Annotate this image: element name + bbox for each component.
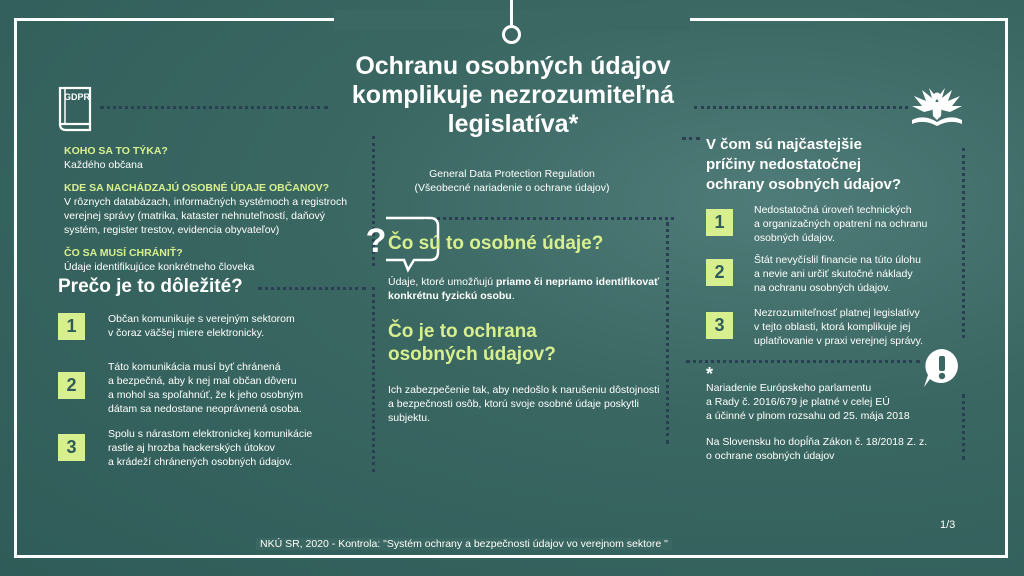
personal-data-text-bold-2: konkrétnu fyzickú osobu xyxy=(388,290,512,302)
cause-item-2-line-3: na ochranu osobných údajov. xyxy=(754,282,891,294)
cause-item-2-line-1: Štát nevyčíslil financie na túto úlohu xyxy=(754,254,921,266)
why-item-1-line-1: Občan komunikuje s verejným sektorom xyxy=(108,313,295,325)
legislation-note xyxy=(706,381,956,463)
question-where: KDE SA NACHÁDZAJÚ OSOBNÉ ÚDAJE OBČANOV? xyxy=(64,182,330,194)
note-line-5: o ochrane osobných údajov xyxy=(706,450,835,462)
why-heading: Prečo je to dôležité? xyxy=(58,276,243,297)
cause-number-1: 1 xyxy=(706,209,733,236)
why-item-3-line-1: Spolu s nárastom elektronickej komunikácie xyxy=(108,428,313,440)
title-line-2: komplikuje nezrozumiteľná xyxy=(351,81,675,109)
pin-dot xyxy=(502,25,521,44)
cause-item-2-line-2: a nevie ani určiť skutočné náklady xyxy=(754,268,913,280)
protection-text xyxy=(388,383,673,425)
dotted-line-top-left xyxy=(100,106,328,109)
gdpr-description xyxy=(392,167,632,195)
causes-heading-line-3: ochrany osobných údajov? xyxy=(706,176,902,193)
eagle-emblem-icon xyxy=(908,84,966,130)
personal-data-text-end: . xyxy=(511,290,515,302)
cause-item-1-line-1: Nedostatočná úroveň technických xyxy=(754,204,912,216)
why-item-3-line-2: rastie aj hrozba hackerských útokov xyxy=(108,442,275,454)
page-title xyxy=(330,52,696,139)
why-item-3 xyxy=(108,427,368,469)
cause-number-2: 2 xyxy=(706,259,733,286)
answer-where-line-3: systém, register trestov, evidencia obyvateľov) xyxy=(64,224,280,236)
why-item-2-line-3: a mohol sa spoľahnúť, že k jeho osobným xyxy=(108,389,303,401)
answer-where-line-2: verejnej správy (matrika, kataster nehnuteľností, daňový xyxy=(64,210,326,222)
causes-heading-line-2: príčiny nedostatočnej xyxy=(706,156,862,173)
personal-data-heading: Čo sú to osobné údaje? xyxy=(388,233,604,254)
why-number-3: 3 xyxy=(58,434,85,461)
causes-heading-line-1: V čom sú najčastejšie xyxy=(706,136,862,153)
dotted-line-left-lower xyxy=(372,287,375,472)
title-line-3: legislatíva* xyxy=(447,110,579,138)
why-number-1: 1 xyxy=(58,313,85,340)
note-line-1: Nariadenie Európskeho parlamentu xyxy=(706,382,872,394)
cause-item-1-line-3: osobných údajov. xyxy=(754,232,835,244)
dotted-line-note-right xyxy=(962,394,965,460)
note-line-4: Na Slovensku ho dopĺňa Zákon č. 18/2018 Z. z. xyxy=(706,436,928,448)
svg-text:?: ? xyxy=(366,222,387,260)
left-info-block xyxy=(64,144,374,274)
cause-item-3-line-3: uplatňovanie v praxi verejnej správy. xyxy=(754,335,924,347)
gdpr-translation: (Všeobecné nariadenie o ochrane údajov) xyxy=(414,182,610,194)
dotted-line-why xyxy=(258,287,366,290)
why-item-2-line-1: Táto komunikácia musí byť chránená xyxy=(108,361,281,373)
cause-item-3 xyxy=(754,306,964,348)
footer-source: NKÚ SR, 2020 - Kontrola: "Systém ochrany a bezpečnosti údajov vo verejnom sektore " xyxy=(256,538,672,550)
page-number: 1/3 xyxy=(940,519,956,531)
note-line-3: a účinné v plnom rozsahu od 25. mája 2018 xyxy=(706,410,910,422)
gdpr-name: General Data Protection Regulation xyxy=(429,168,595,180)
protection-heading xyxy=(388,320,556,366)
why-item-3-line-3: a krádeží chránených osobných údajov. xyxy=(108,456,293,468)
why-number-2: 2 xyxy=(58,372,85,399)
protection-heading-line-2: osobných údajov? xyxy=(388,344,556,365)
cause-item-3-line-2: v tejto oblasti, ktorá komplikuje jej xyxy=(754,321,911,333)
cause-item-1 xyxy=(754,203,964,245)
why-item-2-line-2: a bezpečná, aby k nej mal občan dôveru xyxy=(108,375,297,387)
question-what: ČO SA MUSÍ CHRÁNIŤ? xyxy=(64,247,183,259)
causes-heading xyxy=(706,135,901,195)
question-who: KOHO SA TO TÝKA? xyxy=(64,145,168,157)
gdpr-badge-text: GDPR xyxy=(63,92,91,102)
cause-item-3-line-1: Nezrozumiteľnosť platnej legislatívy xyxy=(754,307,920,319)
note-asterisk: * xyxy=(706,364,714,384)
dotted-line-note xyxy=(686,360,920,363)
personal-data-text-bold-1: priamo či nepriamo identifikovať xyxy=(495,276,660,288)
why-item-1 xyxy=(108,312,368,340)
protection-text-line-1: Ich zabezpečenie tak, aby nedošlo k narušeniu dôstojnosti xyxy=(388,384,660,396)
protection-text-line-3: subjektu. xyxy=(388,412,431,424)
answer-what: Údaje identifikujúce konkrétneho človeka xyxy=(64,261,255,273)
personal-data-text xyxy=(388,275,668,303)
protection-heading-line-1: Čo je to ochrana xyxy=(388,321,537,342)
why-item-2-line-4: dátam sa nedostane neoprávnená osoba. xyxy=(108,403,302,415)
note-line-2: a Rady č. 2016/679 je platné v celej EÚ xyxy=(706,396,890,408)
title-line-1: Ochranu osobných údajov xyxy=(355,52,671,80)
dotted-line-top-right xyxy=(694,106,908,109)
cause-item-1-line-2: a organizačných opatrení na ochranu xyxy=(754,218,928,230)
cause-item-2 xyxy=(754,253,964,295)
gdpr-book-icon xyxy=(56,86,94,132)
cause-number-3: 3 xyxy=(706,312,733,339)
protection-text-line-2: a bezpečnosti osôb, ktorú svoje osobné údaje poskytli xyxy=(388,398,639,410)
answer-who: Každého občana xyxy=(64,159,143,171)
why-item-1-line-2: v čoraz väčšej miere elektronicky. xyxy=(108,327,265,339)
personal-data-text-start: Údaje, ktoré umožňujú xyxy=(388,276,496,288)
dotted-line-mid-top xyxy=(424,217,674,220)
answer-where-line-1: V rôznych databázach, informačných systémoch a registroch xyxy=(64,196,348,208)
why-item-2 xyxy=(108,360,368,416)
dotted-line-causes-left xyxy=(682,137,700,140)
